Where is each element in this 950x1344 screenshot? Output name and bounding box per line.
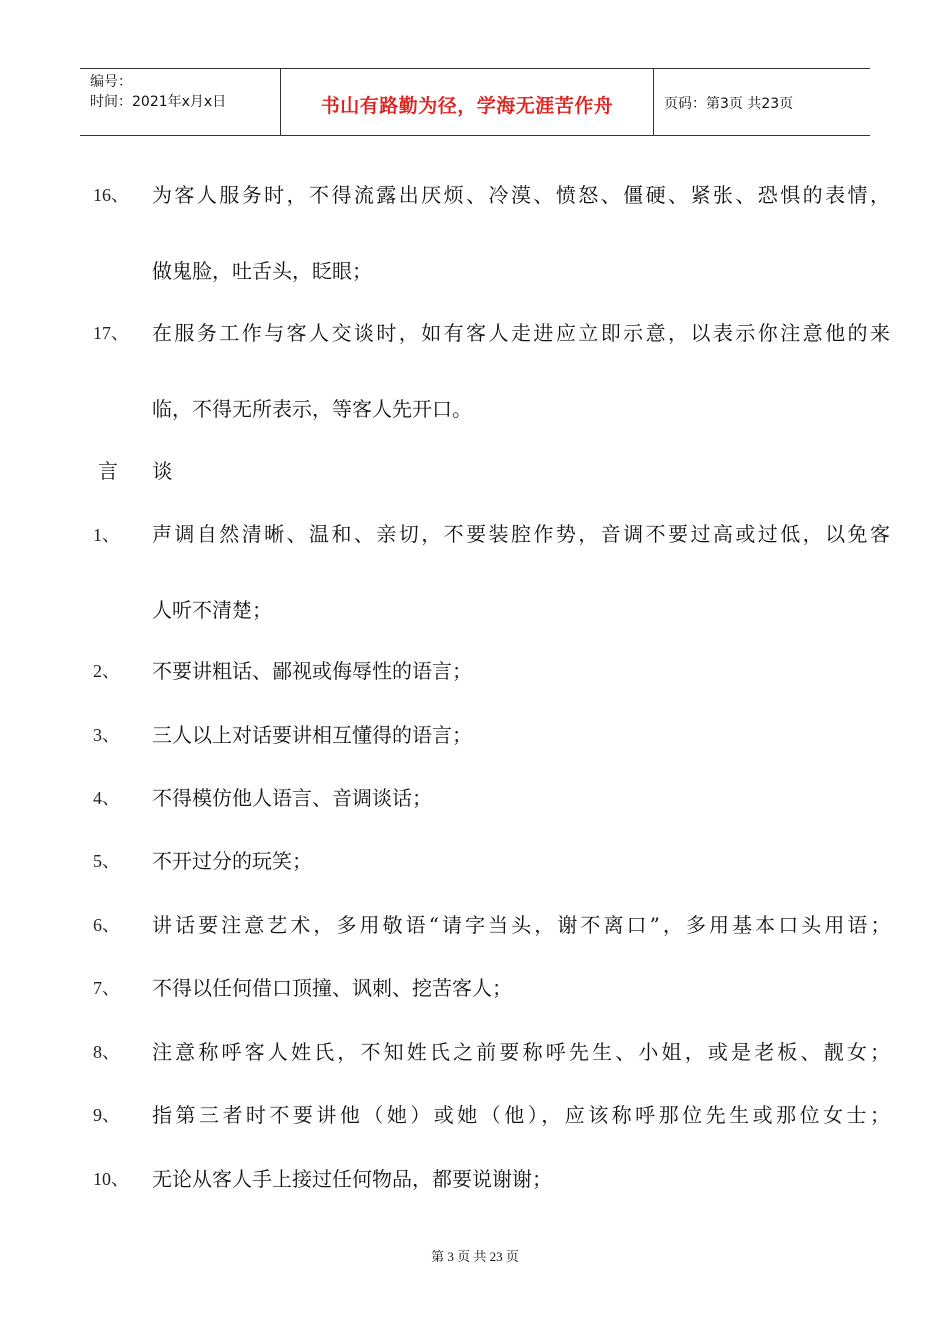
section-heading: 言 谈 [98,459,187,483]
item-text: 注意称呼客人姓氏，不知姓氏之前要称呼先生、小姐，或是老板、靓女； [152,1040,894,1064]
item-text-continued: 临，不得无所表示，等客人先开口。 [152,397,472,421]
item-text: 讲话要注意艺术，多用敬语“请字当头，谢不离口”，多用基本口头用语； [152,913,894,937]
header-page-cell [654,69,870,135]
item-text: 不要讲粗话、鄙视或侮辱性的语言； [152,659,472,683]
item-text-continued: 做鬼脸，吐舌头，眨眼； [152,259,372,283]
item-text: 在服务工作与客人交谈时，如有客人走进应立即示意，以表示你注意他的来 [152,321,893,345]
document-number-label: 编号： [90,74,132,90]
header-motto: 书山有路勤为径，学海无涯苦作舟 [320,94,614,117]
item-text: 不得以任何借口顶撞、讽刺、挖苦客人； [152,976,512,1000]
item-number: 5、 [93,851,120,871]
item-number: 10、 [93,1169,129,1189]
item-number: 16、 [93,185,129,205]
item-text: 不开过分的玩笑； [152,849,312,873]
item-text: 为客人服务时，不得流露出厌烦、冷漠、愤怒、僵硬、紧张、恐惧的表情， [152,183,893,207]
item-text: 不得模仿他人语言、音调谈话； [152,786,432,810]
document-header [80,68,870,136]
item-text: 指第三者时不要讲他（她）或她（他），应该称呼那位先生或那位女士； [152,1103,894,1127]
item-number: 3、 [93,725,120,745]
header-page-info: 页码：第3页 共23页 [664,96,794,112]
item-number: 9、 [93,1105,120,1125]
item-text: 无论从客人手上接过任何物品，都要说谢谢； [152,1167,552,1191]
item-number: 6、 [93,915,120,935]
document-date: 时间：2021年x月x日 [90,94,227,110]
item-text: 三人以上对话要讲相互懂得的语言； [152,723,472,747]
item-number: 7、 [93,978,120,998]
item-text: 声调自然清晰、温和、亲切，不要装腔作势，音调不要过高或过低，以免客 [152,522,893,546]
header-meta-cell [80,69,281,135]
item-number: 1、 [93,525,120,545]
item-number: 17、 [93,323,129,343]
item-text-continued: 人听不清楚； [152,598,272,622]
page-footer: 第 3 页 共 23 页 [431,1249,519,1264]
header-motto-cell [281,69,654,135]
item-number: 4、 [93,788,120,808]
item-number: 2、 [93,661,120,681]
item-number: 8、 [93,1042,120,1062]
